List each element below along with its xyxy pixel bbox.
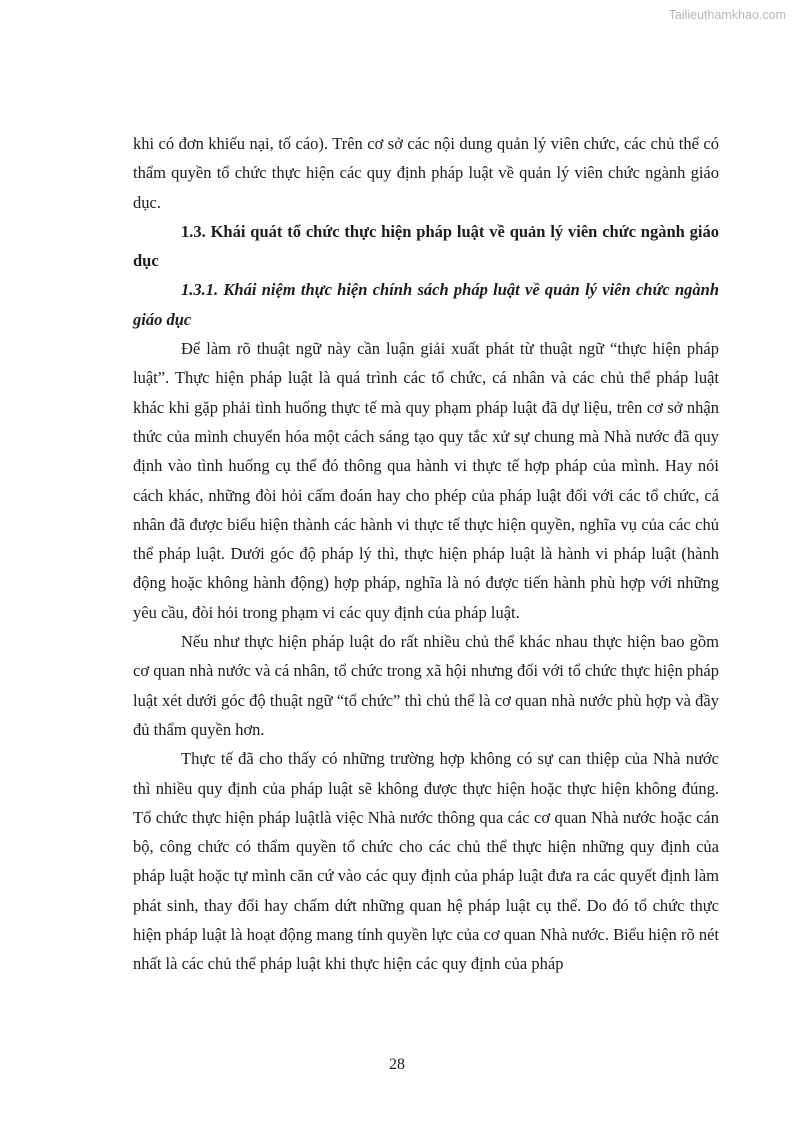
continued-paragraph: khi có đơn khiếu nại, tố cáo). Trên cơ sở các nội dung quản lý viên chức, các chủ thể có thẩm quyền tổ chức thực hiện các quy định pháp luật về quản lý viên chức ngành giáo dục.	[133, 134, 719, 212]
watermark: Tailieuthamkhao.com	[668, 8, 786, 22]
body-paragraph: Thực tế đã cho thấy có những trường hợp không có sự can thiệp của Nhà nước thì nhiều quy định của pháp luật sẽ không được thực hiện hoặc thực hiện không đúng. Tổ chức thực hiện pháp luậtlà việc Nhà nước thông qua các cơ quan Nhà nước hoặc cán bộ, công chức có thẩm quyền tổ chức cho các chủ thể thực hiện những quy định của pháp luật hoặc tự mình căn cứ vào các quy định của pháp luật đưa ra các quyết định làm phát sinh, thay đổi hay chấm dứt những quan hệ pháp luật cụ thể. Do đó tổ chức thực hiện pháp luật là hoạt động mang tính quyền lực của cơ quan Nhà nước. Biểu hiện rõ nét nhất là các chủ thể pháp luật khi thực hiện các quy định của pháp	[133, 749, 719, 974]
section-heading: 1.3. Khái quát tổ chức thực hiện pháp luật về quản lý viên chức ngành giáo dục	[133, 221, 719, 271]
page-number: 28	[389, 1056, 405, 1073]
subsection-heading: 1.3.1. Khái niệm thực hiện chính sách pháp luật về quản lý viên chức ngành giáo dục	[133, 280, 719, 329]
page-body	[133, 129, 719, 979]
body-paragraph: Nếu như thực hiện pháp luật do rất nhiều chủ thể khác nhau thực hiện bao gồm cơ quan nhà nước và cá nhân, tổ chức trong xã hội nhưng đối với tổ chức thực hiện pháp luật xét dưới góc độ thuật ngữ “tổ chức” thì chủ thể là cơ quan nhà nước phù hợp và đầy đủ thẩm quyền hơn.	[133, 632, 719, 739]
body-paragraph: Để làm rõ thuật ngữ này cần luận giải xuất phát từ thuật ngữ “thực hiện pháp luật”. Thực hiện pháp luật là quá trình các tổ chức, cá nhân và các chủ thể pháp luật khác khi gặp phải tình huống thực tế mà quy phạm pháp luật đã dự liệu, trên cơ sở nhận thức của mình chuyển hóa một cách sáng tạo quy tắc xử sự chung mà Nhà nước đã quy định vào tình huống cụ thể đó thông qua hành vi thực tế hợp pháp của mình. Hay nói cách khác, những đòi hỏi cấm đoán hay cho phép của pháp luật đối với các tổ chức, cá nhân đã được biểu hiện thành các hành vi thực tế thực hiện quyền, nghĩa vụ của các chủ thể pháp luật. Dưới góc độ pháp lý thì, thực hiện pháp luật là hành vi pháp luật (hành động hoặc không hành động) hợp pháp, nghĩa là nó được tiến hành phù hợp với những yêu cầu, đòi hỏi trong phạm vi các quy định của pháp luật.	[133, 339, 719, 622]
